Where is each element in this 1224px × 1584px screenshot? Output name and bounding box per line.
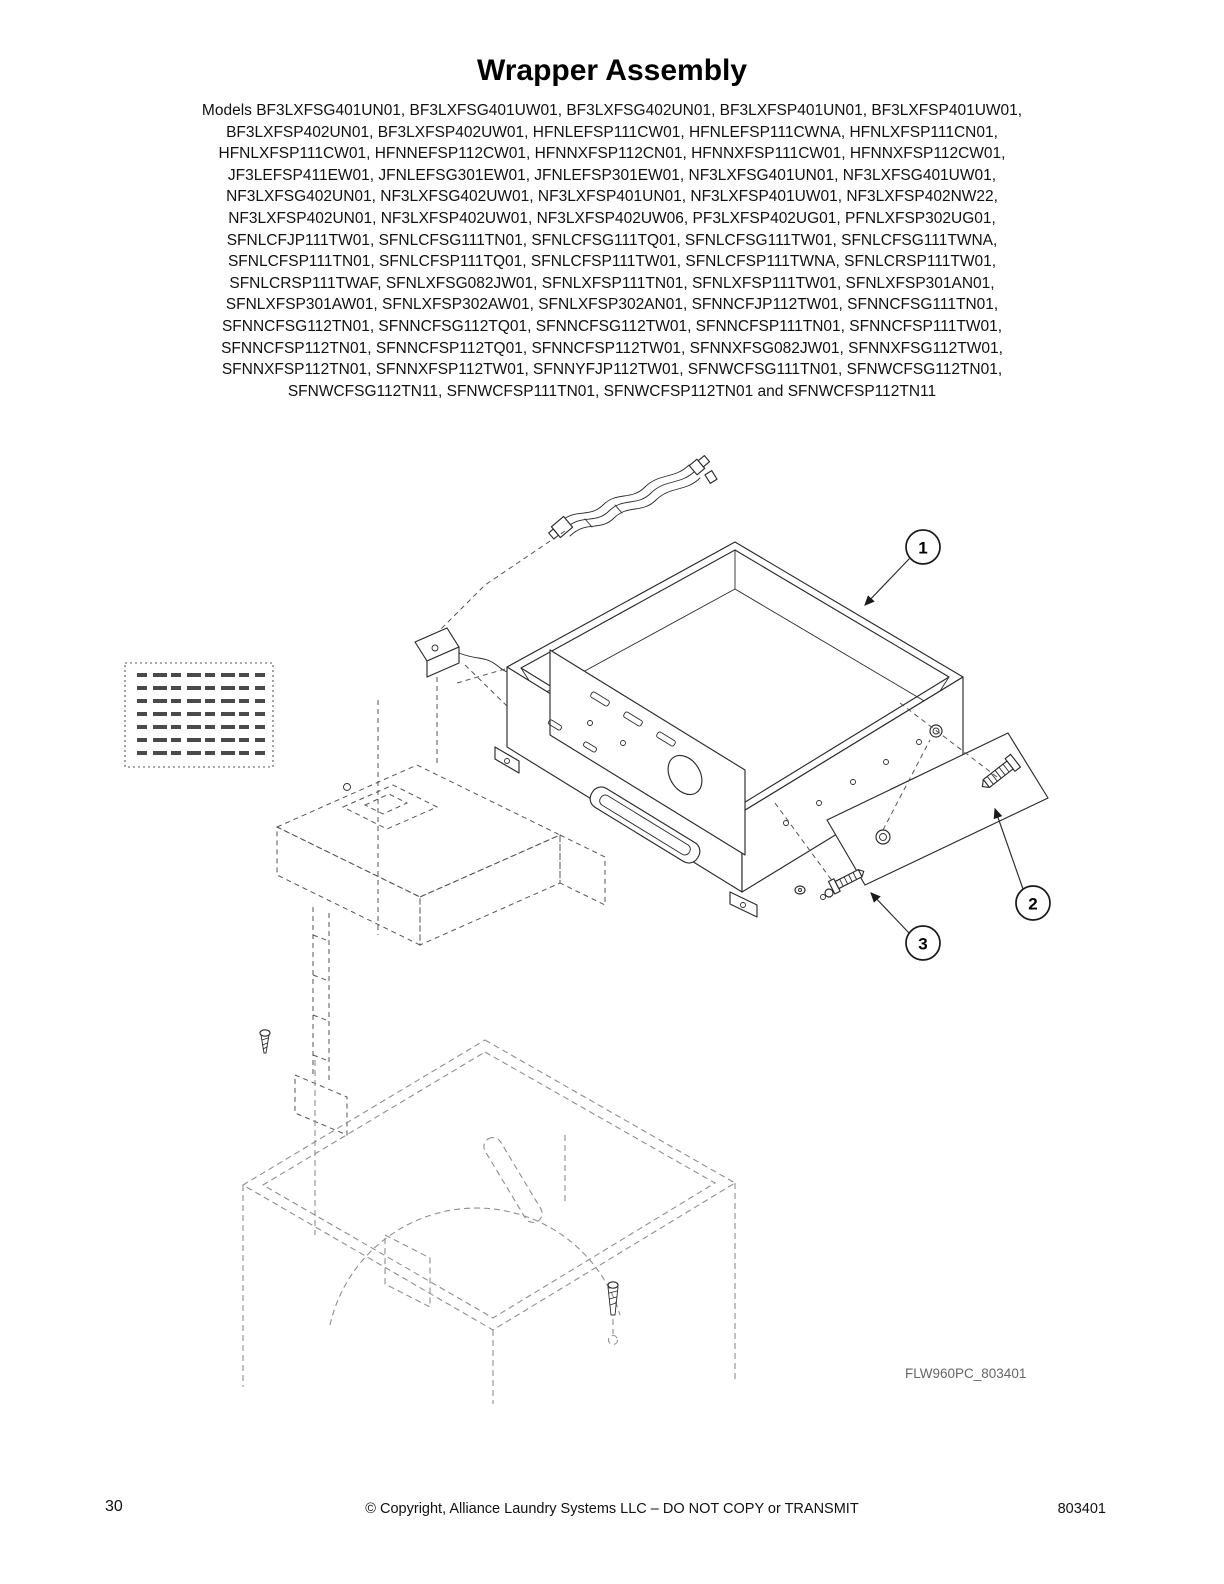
model-line: HFNLXFSP111CW01, HFNNEFSP112CW01, HFNNXFSP112CN01, HFNNXFSP111CW01, HFNNXFSP112CW01, <box>218 145 1006 163</box>
model-line: Models BF3LXFSG401UN01, BF3LXFSG401UW01, BF3LXFSG402UN01, BF3LXFSP401UN01, BF3LXFSP401UW01, <box>201 102 1023 119</box>
model-line: NF3LXFSP402UN01, NF3LXFSP402UW01, NF3LXFSP402UW06, PF3LXFSP402UG01, PFNLXFSP302UG01, <box>228 209 996 227</box>
footer-copyright: © Copyright, Alliance Laundry Systems LLC – DO NOT COPY or TRANSMIT <box>365 1501 859 1517</box>
model-line: NF3LXFSG402UN01, NF3LXFSG402UW01, NF3LXFSP401UN01, NF3LXFSP401UW01, NF3LXFSP402NW22, <box>226 188 998 206</box>
bracket-screw <box>260 1030 270 1053</box>
model-line: SFNNCFSP112TN01, SFNNCFSP112TQ01, SFNNCFSP112TW01, SFNNXFSG082JW01, SFNNXFSG112TW01, <box>221 339 1003 357</box>
harness-leader-line <box>437 531 565 633</box>
callout-2 <box>995 809 1050 920</box>
cabinet-outline <box>243 1040 735 1404</box>
retainer-clip <box>795 886 805 894</box>
footer-doc-number: 803401 <box>1057 1501 1106 1517</box>
model-line: SFNLXFSP301AW01, SFNLXFSP302AW01, SFNLXFSP302AN01, SFNNCFJP112TW01, SFNNCFSG111TN01, <box>225 296 999 314</box>
model-line: SFNLCFSP111TN01, SFNLCFSP111TQ01, SFNLCFSP111TW01, SFNLCFSP111TWNA, SFNLCRSP111TW01, <box>227 253 997 271</box>
cabinet-screw <box>608 1282 618 1345</box>
callout-1 <box>865 530 940 605</box>
model-line: BF3LXFSP402UN01, BF3LXFSP402UW01, HFNLEFSP111CW01, HFNLEFSP111CWNA, HFNLXFSP111CN01, <box>226 123 998 141</box>
callout-2-number: 2 <box>1028 894 1038 914</box>
callout-1-number: 1 <box>918 538 928 558</box>
grommet <box>876 830 890 844</box>
model-line: SFNLCFJP111TW01, SFNLCFSG111TN01, SFNLCFSG111TQ01, SFNLCFSG111TW01, SFNLCFSG111TWNA, <box>226 231 998 249</box>
serial-label-patch <box>125 663 273 767</box>
diagram-caption: FLW960PC_803401 <box>905 1366 1027 1381</box>
footer-page-number: 30 <box>105 1498 123 1515</box>
model-line: SFNNCFSG112TN01, SFNNCFSG112TQ01, SFNNCFSG112TW01, SFNNCFSP111TN01, SFNNCFSP111TW01, <box>221 317 1003 335</box>
model-line: SFNNXFSP112TN01, SFNNXFSP112TW01, SFNNYFJP112TW01, SFNWCFSG111TN01, SFNWCFSG112TN01, <box>221 361 1003 379</box>
control-bracket-outline <box>277 765 605 1135</box>
model-line: JF3LEFSP411EW01, JFNLEFSG301EW01, JFNLEFSP301EW01, NF3LXFSG401UN01, NF3LXFSG401UW01, <box>227 166 997 184</box>
assembly-diagram <box>85 435 1145 1405</box>
callout-3 <box>871 893 940 960</box>
model-line: SFNWCFSG112TN11, SFNWCFSP111TN01, SFNWCFSP112TN01 and SFNWCFSP112TN11 <box>287 382 937 400</box>
model-line: SFNLCRSP111TWAF, SFNLXFSG082JW01, SFNLXFSP111TN01, SFNLXFSP111TW01, SFNLXFSP301AN01, <box>229 274 995 292</box>
callout-3-number: 3 <box>918 934 928 954</box>
page-title: Wrapper Assembly <box>476 54 748 87</box>
model-list <box>60 100 1164 402</box>
